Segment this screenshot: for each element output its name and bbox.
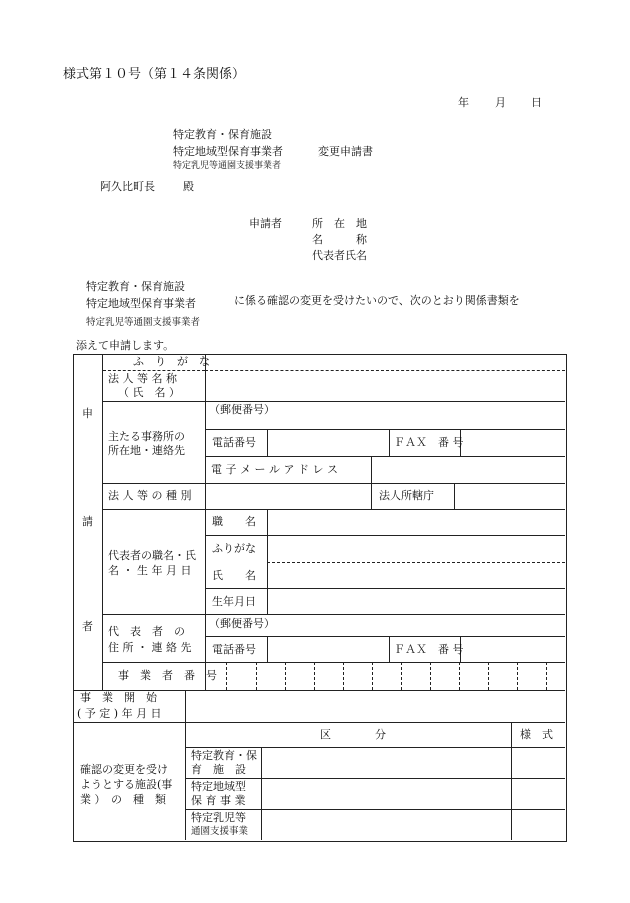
office-label-1: 主たる事務所の [108,430,185,443]
business-number-label: 事 業 者 番 号 [118,669,217,682]
office-label-2: 所在地・連絡先 [108,444,185,457]
email-label: 電 子 メ ー ル ア ド レ ス [211,463,338,476]
corp-name-label-1: 法 人 等 名 称 [108,372,177,385]
kind-row-1-line-1: 特定教育・保 [191,749,257,762]
facility-kind-label-2: ようとする施設(事 [80,778,173,791]
form-number: 様式第１０号（第１４条関係） [63,67,246,82]
side-label-3: 者 [82,620,93,633]
rep-fax-label: ＦＡＸ 番 号 [394,643,464,656]
corp-name-label-2: （ 氏 名 ） [118,386,180,399]
kind-row-2-line-2: 保 育 事 業 [191,794,246,807]
facility-kind-label-3: 業 ） の 種 類 [80,793,166,806]
body-text-2: 添えて申請します。 [76,339,175,352]
date-year: 年 [458,96,469,109]
start-date-label-2: ( 予 定 ) 年 月 日 [77,707,162,720]
title-facility-2: 特定地域型保育事業者 [173,145,283,158]
kind-row-2-line-1: 特定地域型 [191,780,246,793]
form-header: 様 式 [520,728,553,741]
kind-row-3-line-1: 特定乳児等 [191,811,246,824]
rep-postal-label: （郵便番号） [209,617,275,630]
addressee-name: 阿久比町長 [100,180,155,193]
date-month: 月 [495,96,506,109]
birth-label: 生年月日 [212,595,256,608]
corp-authority-label: 法人所轄庁 [379,489,434,502]
side-label-2: 請 [82,515,93,528]
side-label-1: 申 [82,407,93,420]
body-text-1: に係る確認の変更を受けたいので、次のとおり関係書類を [234,294,520,307]
fax-label: ＦＡＸ 番 号 [394,436,464,449]
rep-furigana-label: ふりがな [212,542,256,555]
document-title: 変更申請書 [318,145,373,158]
applicant-label: 申請者 [249,217,282,230]
body-facility-3: 特定乳児等通園支援事業者 [86,317,201,328]
applicant-name-label: 名 称 [312,233,367,246]
applicant-rep-label: 代表者氏名 [312,249,367,262]
addressee-honorific: 殿 [183,180,194,193]
title-facility-3: 特定乳児等通園支援事業者 [173,161,282,171]
job-title-label: 職 名 [212,515,256,528]
title-facility-1: 特定教育・保育施設 [173,128,272,141]
body-facility-1: 特定教育・保育施設 [86,280,185,293]
rep-label-1: 代表者の職名・氏 [108,549,196,562]
rep-address-label-2: 住 所 ・ 連 絡 先 [108,641,192,654]
furigana-label: ふ り が な [133,355,210,368]
body-facility-2: 特定地域型保育事業者 [86,297,196,310]
kind-row-3-line-2: 通園支援事業 [191,826,249,837]
phone-label: 電話番号 [212,436,256,449]
facility-kind-label-1: 確認の変更を受け [80,763,168,776]
kind-row-1-line-2: 育 施 設 [191,763,246,776]
start-date-label-1: 事 業 開 始 [80,691,157,704]
rep-name-label: 氏 名 [212,569,256,582]
applicant-address-label: 所 在 地 [312,217,367,230]
postal-label: （郵便番号） [209,403,275,416]
corp-type-label: 法 人 等 の 種 別 [108,489,192,502]
category-header: 区 分 [320,728,386,741]
rep-address-label-1: 代 表 者 の [108,625,185,638]
rep-phone-label: 電話番号 [212,643,256,656]
date-day: 日 [531,96,542,109]
rep-label-2: 名 ・ 生 年 月 日 [108,564,192,577]
